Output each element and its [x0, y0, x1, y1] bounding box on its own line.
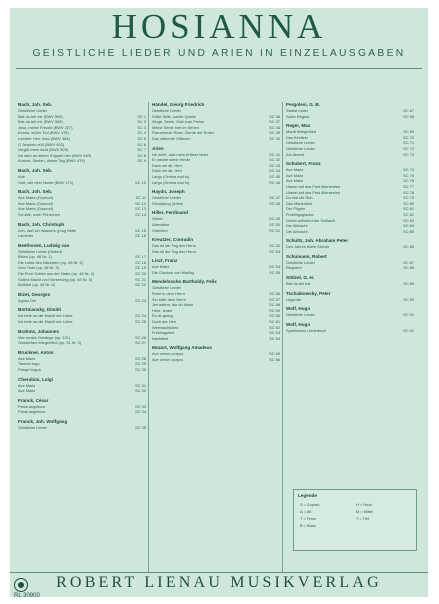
entry-title: Flammende Rose, Zierde der Erden: [152, 130, 215, 136]
catalog-entry: [152, 201, 280, 207]
entry-title: Weihnachtslied: [152, 324, 179, 330]
entry-number: SC 36: [269, 113, 280, 119]
entry-number: SC 24: [135, 313, 146, 319]
entry-number: SC 22: [135, 282, 146, 288]
composer-heading: Bach, Joh. Christoph: [18, 221, 65, 227]
composer-heading: Arien: [152, 145, 164, 151]
entry-title: Osterlied: [152, 227, 168, 233]
entry-title: Mariä Wiegenlied: [286, 129, 317, 135]
catalog-entry: [18, 233, 146, 239]
composer-section: [152, 102, 280, 142]
entry-title: Vergiß mein nicht (BWV 505): [18, 147, 69, 153]
legend-item: T = Tief: [356, 516, 370, 521]
entry-title: Die Allmacht: [286, 228, 308, 234]
entry-number: SC 48: [269, 200, 280, 206]
entry-number: SC 68: [403, 113, 414, 119]
entry-title: Dank sei dir, Herr: [152, 162, 183, 168]
legend-item: A = Alt: [300, 509, 312, 514]
entry-title: Die Allmacht: [286, 223, 308, 229]
catalog-entry: [152, 336, 280, 342]
composer-heading: Wolf, Hugo: [286, 321, 311, 327]
catalog-entry: [18, 212, 146, 218]
composer-heading: Brahms, Johannes: [18, 328, 60, 334]
entry-number: SC 70: [403, 134, 414, 140]
entry-title: Die Glocken von Marling: [152, 269, 195, 275]
composer-heading: Bizet, Georges: [18, 291, 51, 297]
composer-heading: Mendelssohn Bartholdy, Felix: [152, 279, 217, 285]
entry-title: Liebster Herr Jesu (BWV 484): [18, 135, 70, 141]
entry-number: SC 58: [269, 302, 280, 308]
entry-number: SC 60: [269, 313, 280, 319]
catalog-entry: [286, 328, 414, 334]
entry-number: SC 10: [135, 179, 146, 185]
composer-heading: Bruckner, Anton: [18, 349, 54, 355]
column-2: [152, 102, 280, 367]
entry-number: SC 8: [137, 152, 146, 158]
entry-number: SC 73: [403, 151, 414, 157]
entry-title: Kommt, Seelen, dieser Tag (BWV 479): [18, 158, 85, 164]
composer-section: [152, 258, 280, 275]
entry-title: Ave Maria: [18, 388, 36, 394]
entry-title: Ave Maria (Gounod): [18, 206, 53, 212]
entry-number: SC 53: [269, 248, 280, 254]
entry-number: SC 37: [269, 119, 280, 125]
entry-title: Ich weiß, daß mein Erlöser lebet: [152, 151, 208, 157]
entry-title: Arie: [18, 173, 25, 179]
catalog-entry: [18, 180, 146, 186]
entry-title: Bitten (op. 48 Nr. 1): [18, 254, 52, 260]
entry-title: Er weidet seine Herde: [152, 157, 191, 163]
entry-title: Geistliches Wiegenlied (op. 91 Nr. 2): [18, 340, 82, 346]
entry-title: Singe, Seele, Gott zum Preise: [152, 119, 205, 125]
entry-number: SC 14: [135, 211, 146, 217]
top-rule: [16, 68, 422, 69]
entry-title: Ave Maria: [18, 355, 36, 361]
composer-heading: Bach, Joh. Seb.: [18, 167, 53, 173]
entry-number: SC 26: [135, 334, 146, 340]
catalog-entry: [18, 409, 146, 415]
entry-title: Der Pilgrim: [286, 206, 306, 212]
entry-title: Largo (Ombra mai fu): [152, 173, 190, 179]
entry-title: Ach, daß ich Wassers g'nug hätte: [18, 227, 76, 233]
entry-title: Geistliche Lieder: [286, 259, 315, 265]
catalog-entry: [18, 298, 146, 304]
catalog-page: [10, 7, 428, 599]
composer-section: [152, 210, 280, 233]
catalog-entry: [152, 136, 280, 142]
entry-number: SC 32: [135, 388, 146, 394]
entry-title: Bist du bei mir: [286, 281, 311, 287]
entry-title: Frühlingsglaube: [286, 211, 314, 217]
composer-heading: Liszt, Franz: [152, 258, 178, 264]
catalog-entry: [18, 425, 146, 431]
column-divider: [282, 102, 283, 578]
composer-section: [152, 146, 280, 186]
entry-title: Das Marienbild: [286, 200, 312, 206]
composer-heading: Cherubini, Luigi: [18, 376, 53, 382]
composer-section: [286, 322, 414, 334]
composer-section: [286, 291, 414, 303]
legend-item: B = Bass: [300, 523, 316, 528]
composer-heading: Hiller, Ferdinand: [152, 210, 188, 216]
column-3: [286, 102, 414, 337]
entry-title: Ave verum corpus: [152, 357, 184, 362]
entry-title: Ich bete an die Macht der Liebe: [18, 319, 73, 325]
entry-title: Gottes Macht und Vorsehung (op. 48 Nr. 5): [18, 276, 93, 282]
entry-number: SC 30: [135, 367, 146, 372]
entry-title: Geistliche Lieder: [286, 145, 315, 151]
entry-title: Bußlied (op. 48 Nr. 6): [18, 282, 55, 288]
legend-box: [293, 489, 417, 551]
entry-title: Legende: [286, 296, 302, 302]
entry-number: SC 83: [403, 217, 414, 223]
composer-heading: Franck, Joh. Wolfgang: [18, 418, 68, 424]
entry-number: SC 80: [403, 200, 414, 206]
entry-title: Salve Regina: [286, 113, 310, 119]
entry-number: SC 39: [269, 130, 280, 136]
column-1: [18, 102, 146, 435]
entry-title: Höre, Israel: [152, 307, 173, 313]
entry-number: SC 54: [269, 264, 280, 270]
entry-title: Geistliche Lieder: [152, 195, 181, 201]
composer-section: [18, 329, 146, 346]
entry-number: SC 78: [403, 189, 414, 195]
entry-title: Lamento: [18, 233, 34, 239]
entry-number: SC 46: [269, 179, 280, 185]
entry-title: Ich steh an deiner Krippen hier (BWV 469): [18, 152, 92, 158]
composer-section: [18, 377, 146, 394]
entry-title: Ave verum corpus: [152, 351, 184, 357]
entry-title: Vier ernste Gesänge (op. 121): [18, 334, 71, 340]
entry-title: Du bist die Ruh: [286, 195, 313, 201]
composer-section: [18, 307, 146, 324]
entry-title: Gebet: [152, 216, 163, 222]
entry-title: Ave Maria: [152, 264, 170, 270]
entry-number: SC 23: [135, 297, 146, 303]
composer-heading: Beethoven, Ludwig van: [18, 242, 70, 248]
composer-section: [286, 238, 414, 250]
entry-number: SC 85: [403, 228, 414, 234]
entry-title: O Jesulein süß (BWV 493): [18, 141, 65, 147]
catalog-entry: [152, 228, 280, 234]
composer-heading: Bach, Joh. Seb.: [18, 102, 53, 107]
catalog-entry: [152, 357, 280, 363]
entry-number: SC 29: [135, 361, 146, 367]
legend-item: M = Mittel: [356, 509, 373, 514]
entry-number: SC 71: [403, 140, 414, 146]
entry-number: SC 35: [135, 424, 146, 430]
entry-title: Ave Maria: [286, 172, 304, 178]
publisher-name: ROBERT LIENAU MUSIKVERLAG: [56, 574, 382, 591]
entry-number: SC 82: [403, 211, 414, 217]
entry-number: SC 66: [269, 357, 280, 362]
entry-number: SC 87: [403, 259, 414, 265]
entry-number: SC 51: [269, 227, 280, 233]
entry-number: SC 81: [403, 206, 414, 212]
entry-title: Stabat mater: [286, 108, 309, 113]
entry-number: SC 38: [269, 124, 280, 130]
entry-title: Geistliche Lieder: [286, 312, 315, 318]
entry-number: SC 49: [269, 216, 280, 222]
legend-item: T = Tenor: [300, 516, 317, 521]
entry-number: SC 20: [135, 271, 146, 277]
catalog-entry: [18, 388, 146, 394]
entry-number: SC 88: [403, 265, 414, 271]
composer-section: [152, 189, 280, 206]
entry-number: SC 61: [269, 319, 280, 325]
entry-number: SC 75: [403, 172, 414, 178]
entry-number: SC 67: [403, 108, 414, 113]
composer-section: [18, 292, 146, 304]
entry-title: Geistliche Lieder: [286, 140, 315, 146]
entry-number: SC 9: [137, 158, 146, 164]
catalog-entry: [152, 249, 280, 255]
composer-heading: Bortniansky, Dimitri: [18, 307, 62, 313]
entry-title: Das ist der Tag des Herrn: [152, 248, 197, 254]
entry-number: SC 63: [269, 330, 280, 336]
composer-section: [18, 189, 146, 217]
entry-number: SC 25: [135, 319, 146, 325]
entry-number: SC 6: [137, 141, 146, 147]
composer-heading: Mozart, Wolfgang Amadeus: [152, 345, 212, 351]
composer-heading: Schultz, Joh. Abraham Peter: [286, 238, 349, 244]
composer-section: [286, 123, 414, 157]
composer-section: [152, 345, 280, 362]
catalog-subtitle: GEISTLICHE LIEDER UND ARIEN IN EINZELAUSGABEN: [32, 48, 406, 59]
entry-title: Requiem: [286, 265, 302, 271]
composer-heading: Tschaikowsky, Peter: [286, 290, 331, 296]
entry-number: SC 65: [269, 351, 280, 357]
entry-title: Tantum ergo: [18, 361, 40, 367]
composer-section: [152, 279, 280, 341]
entry-title: Vom Tode (op. 48 Nr. 3): [18, 265, 60, 271]
composer-heading: Reger, Max: [286, 123, 311, 129]
composer-heading: Stölzel, G. H.: [286, 275, 315, 281]
entry-number: SC 16: [135, 233, 146, 239]
composer-section: [18, 350, 146, 373]
entry-title: Ave Maria (Gounod): [18, 195, 53, 201]
entry-number: SC 11: [135, 195, 146, 201]
composer-heading: Bach, Joh. Seb.: [18, 189, 53, 195]
legend-item: S = Sopran: [300, 502, 320, 507]
entry-number: SC 13: [135, 206, 146, 212]
entry-title: Süße Stille, sanfte Quelle: [152, 113, 196, 119]
entry-number: SC 69: [403, 129, 414, 135]
catalog-entry: [286, 229, 414, 235]
entry-title: Es ist genug: [152, 313, 174, 319]
entry-number: SC 57: [269, 296, 280, 302]
entry-number: SC 56: [269, 291, 280, 297]
catalog-entry: [286, 265, 414, 271]
catalog-entry: [286, 244, 414, 250]
entry-number: SC 4: [137, 130, 146, 136]
composer-section: [18, 222, 146, 239]
entry-title: Largo (Ombra mai fu): [152, 179, 190, 185]
composer-section: [18, 102, 146, 164]
entry-title: Geistliche Lieder: [152, 285, 181, 291]
composer-section: [152, 237, 280, 254]
entry-number: SC 74: [403, 167, 414, 173]
entry-title: Geistliche Lieder: [152, 108, 181, 113]
entry-title: Agnus Dei: [18, 297, 36, 303]
entry-title: Jerusalem, die du tötest: [152, 302, 194, 308]
composer-heading: Kreutzer, Conradin: [152, 237, 194, 243]
entry-number: SC 12: [135, 200, 146, 206]
entry-title: Die Ehre Gottes aus der Natur (op. 48 Nr. 4): [18, 271, 95, 277]
composer-heading: Wolf, Hugo: [286, 306, 311, 312]
composer-heading: Haydn, Joseph: [152, 189, 185, 195]
composer-section: [286, 275, 414, 287]
composer-section: [286, 306, 414, 318]
entry-title: Geistliche Lieder (Gellert): [18, 248, 63, 254]
entry-title: Jesu, meine Freude (BWV 227): [18, 124, 73, 130]
entry-title: Spanisches Liederbuch: [286, 327, 327, 333]
entry-number: SC 33: [135, 403, 146, 409]
catalog-entry: [18, 367, 146, 373]
entry-number: SC 28: [135, 355, 146, 361]
column-divider: [148, 102, 149, 578]
entry-number: SC 59: [269, 307, 280, 313]
entry-title: Ruhe in dem Herrn: [152, 291, 185, 297]
entry-title: Litanei auf das Fest Allerseelen: [286, 183, 341, 189]
entry-number: SC 43: [269, 162, 280, 168]
entry-title: Bist du bei mir (BWV 508): [18, 119, 63, 125]
entry-number: SC 86: [403, 244, 414, 250]
entry-number: SC 5: [137, 135, 146, 141]
catalog-entry: [286, 281, 414, 287]
entry-title: Abendlied: [152, 221, 170, 227]
entry-number: SC 50: [269, 221, 280, 227]
entry-title: Ave Maria: [18, 382, 36, 388]
entry-number: SC 92: [403, 327, 414, 333]
entry-number: SC 79: [403, 195, 414, 201]
entry-title: Dank sei dir, Herr: [152, 168, 183, 174]
entry-number: SC 90: [403, 296, 414, 302]
entry-number: SC 15: [135, 227, 146, 233]
entry-number: SC 2: [137, 119, 146, 125]
catalog-entry: [286, 152, 414, 158]
entry-number: SC 19: [135, 265, 146, 271]
entry-title: Gott, wie dein Name (BWV 171): [18, 179, 74, 185]
entry-title: Sei stille dem Herrn: [152, 296, 186, 302]
catalog-entry: [18, 340, 146, 346]
composer-section: [18, 398, 146, 415]
entry-title: Schöpfung (Arien): [152, 200, 184, 206]
composer-section: [18, 419, 146, 431]
entry-number: SC 21: [135, 276, 146, 282]
entry-number: SC 91: [403, 312, 414, 318]
entry-number: SC 84: [403, 223, 414, 229]
entry-number: SC 72: [403, 145, 414, 151]
entry-title: Litanei auf das Fest Allerseelen: [286, 189, 341, 195]
entry-number: SC 1: [137, 113, 146, 119]
catalog-entry: [18, 282, 146, 288]
entry-number: SC 44: [269, 168, 280, 174]
entry-title: Des Jahres letzte Stunde: [286, 244, 330, 250]
catalog-title: HOSIANNA: [111, 7, 327, 46]
entry-title: Ave Maria: [286, 178, 304, 184]
catalog-entry: [286, 312, 414, 318]
entry-number: SC 18: [135, 259, 146, 265]
composer-section: [286, 161, 414, 234]
entry-number: SC 34: [135, 409, 146, 415]
entry-number: SC 27: [135, 340, 146, 346]
entry-title: Schlafe, mein Prinzchen: [18, 211, 60, 217]
entry-title: Doch der Herr: [152, 319, 177, 325]
entry-title: Frühlingslied: [152, 330, 175, 336]
entry-number: SC 45: [269, 173, 280, 179]
entry-number: SC 17: [135, 254, 146, 260]
entry-title: Komm, süßer Tod (BWV 478): [18, 130, 69, 136]
entry-number: SC 7: [137, 147, 146, 153]
entry-number: SC 42: [269, 157, 280, 163]
entry-number: SC 47: [269, 195, 280, 201]
entry-title: Das Kindlein: [286, 134, 308, 140]
entry-title: Panis angelicus: [18, 403, 46, 409]
entry-title: Am Abend: [286, 151, 304, 157]
composer-heading: Schumann, Robert: [286, 253, 327, 259]
entry-number: SC 89: [403, 281, 414, 287]
entry-number: SC 3: [137, 124, 146, 130]
entry-number: SC 52: [269, 243, 280, 249]
entry-title: Pange lingua: [18, 367, 41, 372]
entry-title: Ave Maria (Gounod): [18, 200, 53, 206]
entry-number: SC 40: [269, 135, 280, 141]
composer-heading: Franck, César: [18, 397, 49, 403]
entry-title: Panis angelicus: [18, 409, 46, 415]
entry-number: SC 64: [269, 335, 280, 341]
catalog-entry: [286, 114, 414, 120]
entry-title: Nachtlied: [152, 335, 169, 341]
entry-title: Geistliche Lieder: [18, 424, 47, 430]
catalog-entry: [152, 270, 280, 276]
composer-section: [18, 168, 146, 185]
entry-number: SC 31: [135, 382, 146, 388]
entry-title: Das zitternde Glänzen: [152, 135, 191, 141]
entry-title: Gebet während der Schlacht: [286, 217, 336, 223]
entry-title: Meine Seele hört im Sehen: [152, 124, 199, 130]
composer-section: [18, 243, 146, 288]
composer-heading: Pergolesi, G. B.: [286, 102, 320, 107]
entry-title: Ich bete an die Macht der Liebe: [18, 313, 73, 319]
legend-item: H = Hoch: [356, 502, 373, 507]
entry-number: SC 76: [403, 178, 414, 184]
entry-number: SC 77: [403, 183, 414, 189]
entry-title: Geistliche Lieder: [18, 108, 47, 113]
composer-section: [286, 102, 414, 119]
entry-title: Bist du bei mir (BWV 508): [18, 113, 63, 119]
catalog-entry: [18, 158, 146, 164]
composer-section: [286, 254, 414, 271]
order-number: RL 30900: [14, 593, 40, 599]
composer-heading: Händel, Georg Friedrich: [152, 102, 205, 107]
entry-number: SC 55: [269, 269, 280, 275]
entry-title: Das ist der Tag des Herrn: [152, 243, 197, 249]
composer-heading: Schubert, Franz: [286, 161, 321, 167]
legend-heading: Legende: [298, 493, 317, 498]
entry-number: SC 62: [269, 324, 280, 330]
catalog-entry: [18, 319, 146, 325]
catalog-entry: [286, 297, 414, 303]
entry-number: SC 41: [269, 151, 280, 157]
entry-title: Ave Maria: [286, 167, 304, 173]
entry-title: Die Liebe des Nächsten (op. 48 Nr. 2): [18, 259, 84, 265]
catalog-entry: [152, 180, 280, 186]
